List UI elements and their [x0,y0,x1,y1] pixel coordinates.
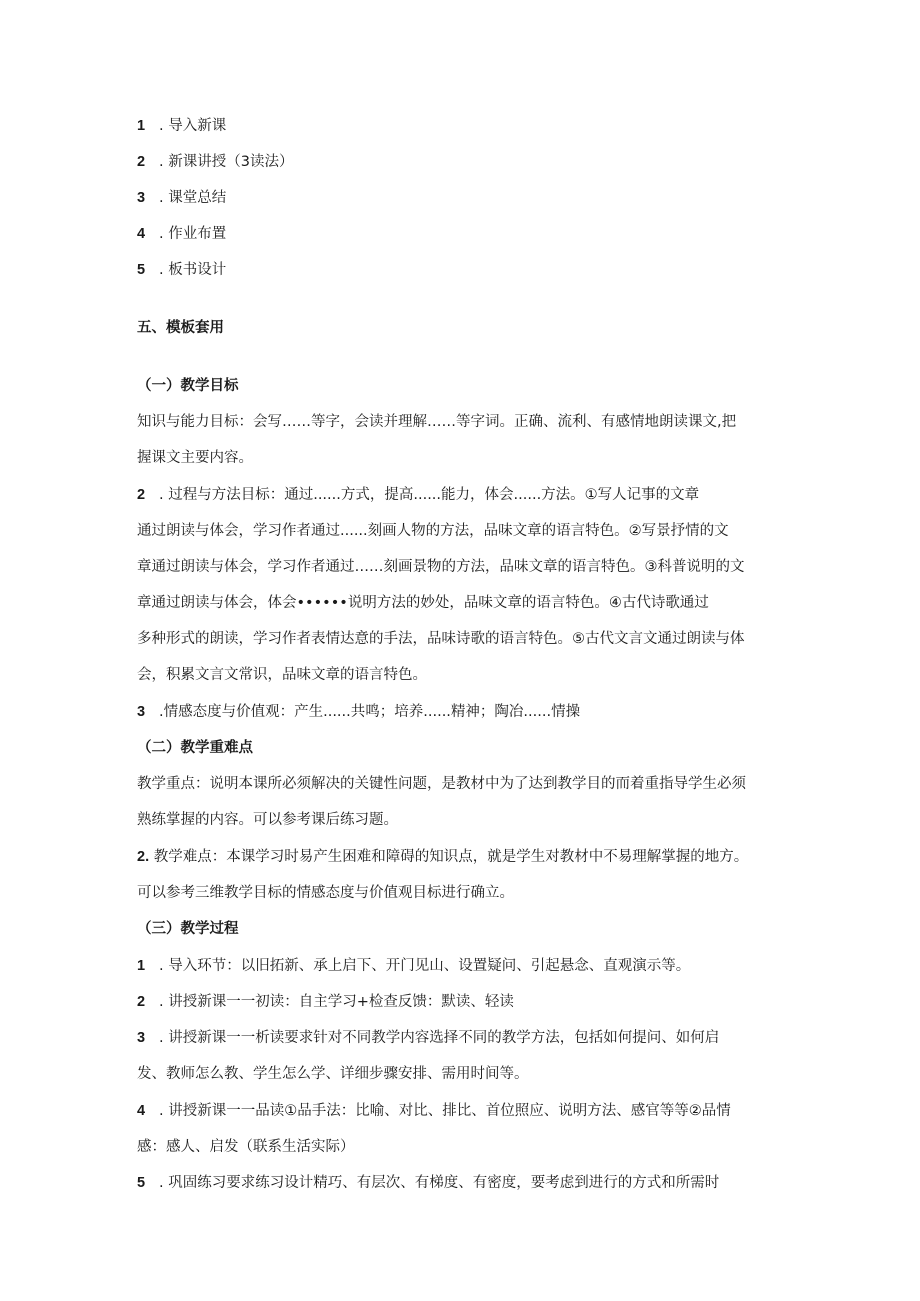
outline-item-5: 5 . 板书设计 [137,262,227,278]
diff-line-2: 可以参考三维教学目标的情感态度与价值观目标进行确立。 [137,885,514,901]
outline-item-2: 2 . 新课讲授（3读法） [137,154,294,170]
process-item-1: 1 . 导入环节：以旧拓新、承上启下、开门见山、设置疑问、引起悬念、直观演示等。 [137,958,691,974]
process-item-2: 2 . 讲授新课一一初读：自主学习+检查反馈：默读、轻读 [137,994,514,1010]
goal2-line-5: 多种形式的朗读，学习作者表情达意的手法，品味诗歌的语言特色。⑤古代文言文通过朗读与体 [137,631,745,647]
diff-line-1: 2. 教学难点：本课学习时易产生困难和障碍的知识点，就是学生对教材中不易理解掌握的地方。 [137,849,749,865]
process-item-3-line-1: 3 . 讲授新课一一析读要求针对不同教学内容选择不同的教学方法，包括如何提问、如何启 [137,1030,720,1046]
goal3-line: 3 .情感态度与价值观：产生......共鸣；培养......精神；陶冶......情操 [137,704,581,720]
section-heading: 五、模板套用 [137,320,224,336]
process-item-4-line-2: 感：感人、启发（联系生活实际） [137,1139,355,1155]
goal2-line-4: 章通过朗读与体会，体会••••••说明方法的妙处，品味文章的语言特色。④古代诗歌通过 [137,595,709,611]
outline-item-1: 1 . 导入新课 [137,118,227,134]
process-item-5: 5 . 巩固练习要求练习设计精巧、有层次、有梯度、有密度，要考虑到进行的方式和所需时 [137,1175,720,1191]
goal2-line-1: 2 . 过程与方法目标：通过......方式，提高......能力，体会......方法。①写人记事的文章 [137,487,700,503]
outline-item-3: 3 . 课堂总结 [137,190,227,206]
goal1-line-2: 握课文主要内容。 [137,450,253,466]
sub-heading-key-points: （二）教学重难点 [137,740,253,756]
sub-heading-goals: （一）教学目标 [137,378,239,394]
goal1-line-1: 知识与能力目标：会写……等字，会读并理解……等字词。正确、流利、有感情地朗读课文,把 [137,414,737,430]
key-line-2: 熟练掌握的内容。可以参考课后练习题。 [137,812,398,828]
process-item-3-line-2: 发、教师怎么教、学生怎么学、详细步骤安排、需用时间等。 [137,1066,529,1082]
goal2-line-2: 通过朗读与体会，学习作者通过......刻画人物的方法，品味文章的语言特色。②写景抒情的文 [137,523,729,539]
key-line-1: 教学重点：说明本课所必须解决的关键性问题，是教材中为了达到教学目的而着重指导学生必须 [137,776,746,792]
process-item-4-line-1: 4 . 讲授新课一一品读①品手法：比喻、对比、排比、首位照应、说明方法、感官等等②品情 [137,1103,731,1119]
goal2-line-3: 章通过朗读与体会，学习作者通过……刻画景物的方法，品味文章的语言特色。③科普说明的文 [137,559,745,575]
outline-item-4: 4 . 作业布置 [137,226,227,242]
goal2-line-6: 会，积累文言文常识，品味文章的语言特色。 [137,667,427,683]
sub-heading-process: （三）教学过程 [137,921,239,937]
